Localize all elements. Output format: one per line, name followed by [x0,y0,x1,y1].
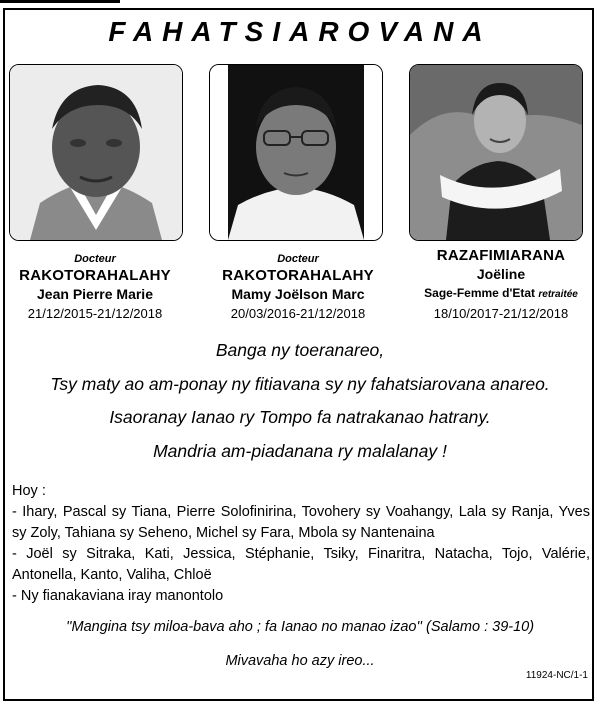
person-dates: 20/03/2016-21/12/2018 [230,306,366,321]
person-surname: RAZAFIMIARANA [436,247,566,264]
person-given-name: Mamy Joëlson Marc [231,286,365,302]
message-line-3: Isaoranay Ianao ry Tompo fa natrakanao hatrany. [109,407,491,427]
message-line-2: Tsy maty ao am-ponay ny fitiavana sy ny fahatsiarovana anareo. [50,374,550,394]
person-given-name: Jean Pierre Marie [37,286,153,302]
reference-code: 11924-NC/1-1 [525,670,588,681]
person-profession-note: retraitée [538,289,578,300]
person-profession-title: Sage-Femme d'Etat [424,286,536,300]
person-dates: 21/12/2015-21/12/2018 [27,306,163,321]
scripture-quote: ''Mangina tsy miloa-bava aho ; fa Ianao no manao izao'' (Salamo : 39-10) [65,619,535,635]
portrait-photo-3 [409,64,583,241]
hoy-line-2: - Joël sy Sitraka, Kati, Jessica, Stéphanie, Tsiky, Finaritra, Natacha, Tojo, Valérie, Antonella, Kanto, Valiha, Chloë [12,546,590,583]
top-rule [0,0,120,3]
person-caption-3 [405,246,597,323]
person-caption-2 [208,252,388,323]
notice-title: FAHATSIAROVANA [108,16,492,47]
hoy-line-3: - Ny fianakaviana iray manontolo [12,588,224,604]
person-surname: RAKOTORAHALAHY [222,267,374,284]
portrait-photo-2 [209,64,383,241]
person-profession [405,284,597,304]
hoy-line-1: - Ihary, Pascal sy Tiana, Pierre Solofinirina, Tovohery sy Voahangy, Lala sy Ranja, Yves sy Zoly, Tahiana sy Seheno, Michel sy Fara, Mbola sy Nantenaina [12,504,590,541]
person-surname: RAKOTORAHALAHY [19,267,171,284]
hoy-label: Hoy : [12,483,46,499]
hoy-section [12,481,590,607]
person-role: Docteur [277,253,319,265]
portrait-photo-1 [9,64,183,241]
closing-line: Mivavaha ho azy ireo... [225,653,375,669]
message-line-4: Mandria am-piadanana ry malalanay ! [153,441,447,461]
person-dates: 18/10/2017-21/12/2018 [433,306,569,321]
person-caption-1 [5,252,185,323]
message-line-1: Banga ny toeranareo, [215,340,385,360]
person-role: Docteur [74,253,116,265]
person-given-name: Joëline [476,266,526,282]
